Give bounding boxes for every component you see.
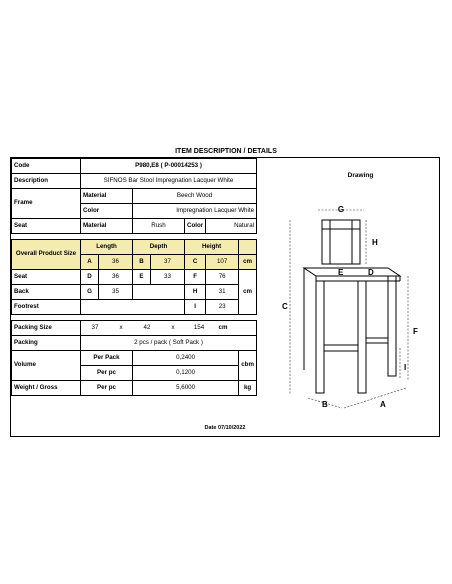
dim-value-d: 36 xyxy=(99,270,133,285)
packing-value: 2 pcs / pack ( Soft Pack ) xyxy=(81,336,257,351)
packing-size-label: Packing Size xyxy=(12,321,81,336)
seat-dims-label: Seat xyxy=(12,270,81,285)
seat-material-value: Rush xyxy=(133,219,185,234)
frame-material-value: Beech Wood xyxy=(133,189,257,204)
back-dims-label: Back xyxy=(12,285,81,300)
back-blank xyxy=(133,285,185,300)
seat-label: Seat xyxy=(12,219,81,234)
leg-back-right xyxy=(388,276,396,376)
dim-letter-g: G xyxy=(81,285,99,300)
row-packing xyxy=(12,336,257,351)
seat-panel xyxy=(304,268,400,276)
sheet-title: ITEM DESCRIPTION / DETAILS xyxy=(175,148,277,155)
dim-label-i: I xyxy=(404,363,407,372)
dim-label-a: A xyxy=(380,400,386,409)
packing-x-2: x xyxy=(171,323,175,331)
seat-color-value: Natural xyxy=(206,219,257,234)
dim-letter-b: B xyxy=(133,255,151,270)
length-header: Length xyxy=(81,240,133,255)
volume-per-pack-value: 0,2400 xyxy=(133,351,239,366)
frame-label: Frame xyxy=(12,189,81,219)
volume-per-pack-label: Per Pack xyxy=(81,351,133,366)
depth-header: Depth xyxy=(133,240,185,255)
row-code xyxy=(12,159,257,174)
dim-value-h: 31 xyxy=(206,285,239,300)
row-seat-dims xyxy=(12,270,257,285)
stool-drawing xyxy=(282,198,439,410)
dim-letter-a: A xyxy=(81,255,99,270)
packing-height: 154 xyxy=(193,323,205,331)
code-label: Code xyxy=(12,159,81,174)
footrest-front xyxy=(324,345,358,351)
row-packing-size xyxy=(12,321,257,336)
packing-size-values xyxy=(81,321,257,336)
dim-label-g: G xyxy=(337,205,345,214)
header-blank xyxy=(239,240,257,255)
footrest-label: Footrest xyxy=(12,300,81,315)
row-seat xyxy=(12,219,257,234)
row-volume-pack xyxy=(12,351,257,366)
volume-per-pc-value: 0,1200 xyxy=(133,366,239,381)
dim-letter-i: I xyxy=(185,300,206,315)
frame-color-value: Impregnation Lacquer White xyxy=(133,204,257,219)
seat-color-label: Color xyxy=(185,219,206,234)
packing-length: 37 xyxy=(91,323,99,331)
dim-label-d: D xyxy=(368,268,374,277)
weight-unit: kg xyxy=(239,381,257,396)
leg-front-right xyxy=(358,281,366,393)
dim-value-f: 76 xyxy=(206,270,239,285)
dim-value-i: 23 xyxy=(206,300,239,315)
dim-value-g: 35 xyxy=(99,285,133,300)
packing-x-1: x xyxy=(119,323,123,331)
volume-label: Volume xyxy=(12,351,81,381)
dims-unit: cm xyxy=(239,270,257,315)
dim-label-b: B xyxy=(322,400,328,409)
row-dim-headers xyxy=(12,240,257,255)
packing-unit: cm xyxy=(218,323,228,331)
dimension-lines xyxy=(290,210,408,408)
dim-value-c: 107 xyxy=(206,255,239,270)
dim-label-h: H xyxy=(372,238,378,247)
dim-value-e: 33 xyxy=(151,270,185,285)
dim-letter-d: D xyxy=(81,270,99,285)
description-value: SIFNOS Bar Stool Impregnation Lacquer White xyxy=(81,174,257,189)
weight-label: Weight / Gross xyxy=(12,381,81,396)
overall-unit: cm xyxy=(239,255,257,270)
drawing-label: Drawing xyxy=(347,172,374,179)
row-footrest-dims xyxy=(12,300,257,315)
back-rest xyxy=(322,220,360,264)
weight-value: 5,6000 xyxy=(133,381,239,396)
dim-letter-e: E xyxy=(133,270,151,285)
footrest-blank xyxy=(81,300,185,315)
seat-material-label: Material xyxy=(81,219,133,234)
code-value: P980,E8 ( P-00014253 ) xyxy=(81,159,257,174)
spec-table xyxy=(11,158,257,396)
row-weight xyxy=(12,381,257,396)
frame-material-label: Material xyxy=(81,189,133,204)
dim-value-b: 37 xyxy=(151,255,185,270)
volume-unit: cbm xyxy=(239,351,257,381)
dim-letter-c: C xyxy=(185,255,206,270)
row-frame-material xyxy=(12,189,257,204)
dim-letter-h: H xyxy=(185,285,206,300)
packing-label: Packing xyxy=(12,336,81,351)
leg-front-left xyxy=(316,281,324,393)
weight-per-pc-label: Per pc xyxy=(81,381,133,396)
row-description xyxy=(12,174,257,189)
overall-size-label: Overall Product Size xyxy=(12,240,81,270)
dim-value-a: 36 xyxy=(99,255,133,270)
stool-outline xyxy=(304,220,400,393)
row-back-dims xyxy=(12,285,257,300)
dimension-letters xyxy=(282,205,418,409)
dim-label-c: C xyxy=(282,302,288,311)
height-header: Height xyxy=(185,240,239,255)
description-label: Description xyxy=(12,174,81,189)
dim-label-f: F xyxy=(413,327,418,336)
volume-per-pc-label: Per pc xyxy=(81,366,133,381)
dim-label-e: E xyxy=(338,268,344,277)
packing-width: 42 xyxy=(143,323,151,331)
dim-letter-f: F xyxy=(185,270,206,285)
document-date: Date 07/10/2022 xyxy=(204,425,246,431)
spec-sheet xyxy=(10,157,440,437)
frame-color-label: Color xyxy=(81,204,133,219)
